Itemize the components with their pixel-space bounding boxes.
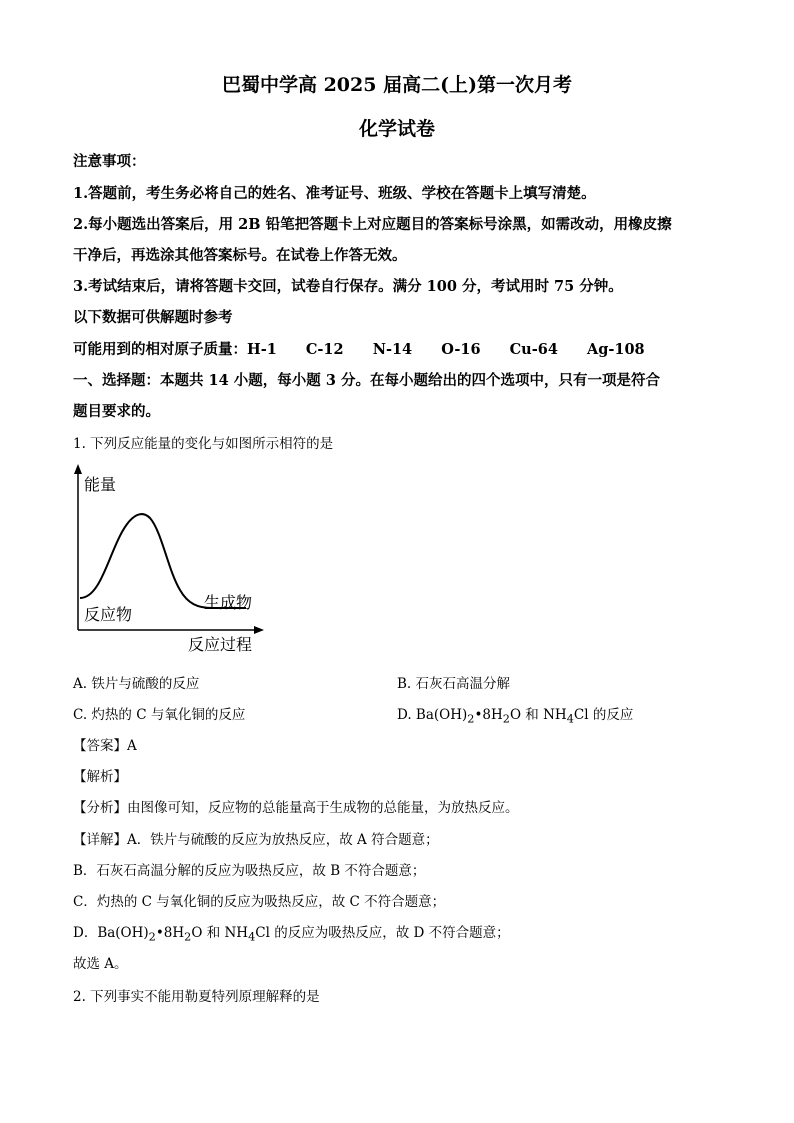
analysis-tag: 【解析】 <box>73 769 127 785</box>
exam-subtitle: 化学试卷 <box>358 118 435 140</box>
y-axis-arrow-icon <box>74 464 82 474</box>
notice-item-2-line1: 2.每小题选出答案后，用 2B 铅笔把答题卡上对应题目的答案标号涂黑，如需改动，用橡皮擦 <box>73 216 672 233</box>
xiangjie-tag: 【详解】 <box>73 832 127 848</box>
exam-title: 巴蜀中学高 2025 届高二(上)第一次月考 <box>221 74 573 96</box>
atom-cu: Cu-64 <box>509 341 558 358</box>
detail-d <box>73 921 510 944</box>
y-axis-label: 能量 <box>84 475 117 494</box>
atom-o: O-16 <box>441 341 481 358</box>
detail-c: C．灼热的 C 与氧化铜的反应为吸热反应，故 C 不符合题意； <box>73 894 446 910</box>
x-axis-arrow-icon <box>254 626 264 634</box>
reference-note: 以下数据可供解题时参考 <box>73 309 233 326</box>
atom-h: H-1 <box>247 341 277 358</box>
option-d-sub2: 2 <box>502 712 510 726</box>
option-c: C. 灼热的 C 与氧化铜的反应 <box>73 707 246 723</box>
section1-heading-line2: 题目要求的。 <box>73 403 160 420</box>
product-label: 生成物 <box>204 593 253 612</box>
atom-c: C-12 <box>305 341 344 358</box>
q1-stem: 1. 下列反应能量的变化与如图所示相符的是 <box>73 436 334 452</box>
x-axis-label: 反应过程 <box>188 635 253 654</box>
notice-heading: 注意事项： <box>73 153 146 170</box>
atomic-masses <box>73 338 645 359</box>
option-d-part1: D. Ba(OH) <box>397 707 468 723</box>
detail-a-line <box>73 828 439 848</box>
detail-d-part4: Cl 的反应为吸热反应，故 D 不符合题意； <box>255 925 510 941</box>
fenxi-tag: 【分析】 <box>73 800 127 816</box>
option-d <box>397 703 633 726</box>
detail-b: B．石灰石高温分解的反应为吸热反应，故 B 不符合题意； <box>73 863 426 879</box>
atom-ag: Ag-108 <box>586 341 645 358</box>
q2-stem: 2. 下列事实不能用勒夏特列原理解释的是 <box>73 989 320 1005</box>
detail-d-part1: D．Ba(OH) <box>73 925 149 941</box>
option-d-sub1: 2 <box>467 712 475 726</box>
option-d-sub3: 4 <box>566 712 574 726</box>
notice-item-1: 1.答题前，考生务必将自己的姓名、准考证号、班级、学校在答题卡上填写清楚。 <box>73 185 596 202</box>
option-d-part2: •8H <box>474 707 503 723</box>
atom-n: N-14 <box>372 341 413 358</box>
answer-tag: 【答案】 <box>73 738 127 754</box>
detail-d-part2: •8H <box>155 925 185 941</box>
section1-heading-line1: 一、选择题：本题共 14 小题，每小题 3 分。在每小题给出的四个选项中，只有一项是符合 <box>73 372 660 389</box>
conclusion: 故选 A。 <box>73 956 128 972</box>
answer-value: A <box>127 738 137 754</box>
answer-line <box>73 734 137 754</box>
fenxi-line <box>73 796 519 816</box>
fenxi-text: 由图像可知，反应物的总能量高于生成物的总能量，为放热反应。 <box>127 800 519 816</box>
reactant-label: 反应物 <box>84 605 133 624</box>
energy-diagram <box>70 462 270 662</box>
atomic-masses-label: 可能用到的相对原子质量： <box>73 341 247 358</box>
option-b: B. 石灰石高温分解 <box>397 676 511 692</box>
option-d-part4: Cl 的反应 <box>573 707 634 723</box>
detail-d-sub1: 2 <box>148 930 156 944</box>
notice-item-2-line2: 干净后，再选涂其他答案标号。在试卷上作答无效。 <box>73 247 407 264</box>
detail-d-part3: O 和 NH <box>191 925 249 941</box>
detail-d-sub2: 2 <box>184 930 192 944</box>
detail-a-text: A．铁片与硫酸的反应为放热反应，故 A 符合题意； <box>127 832 439 848</box>
option-d-part3: O 和 NH <box>509 707 567 723</box>
detail-d-sub3: 4 <box>248 930 256 944</box>
option-a: A. 铁片与硫酸的反应 <box>73 676 200 692</box>
notice-item-3: 3.考试结束后，请将答题卡交回，试卷自行保存。满分 100 分，考试用时 75 分钟。 <box>73 278 623 295</box>
